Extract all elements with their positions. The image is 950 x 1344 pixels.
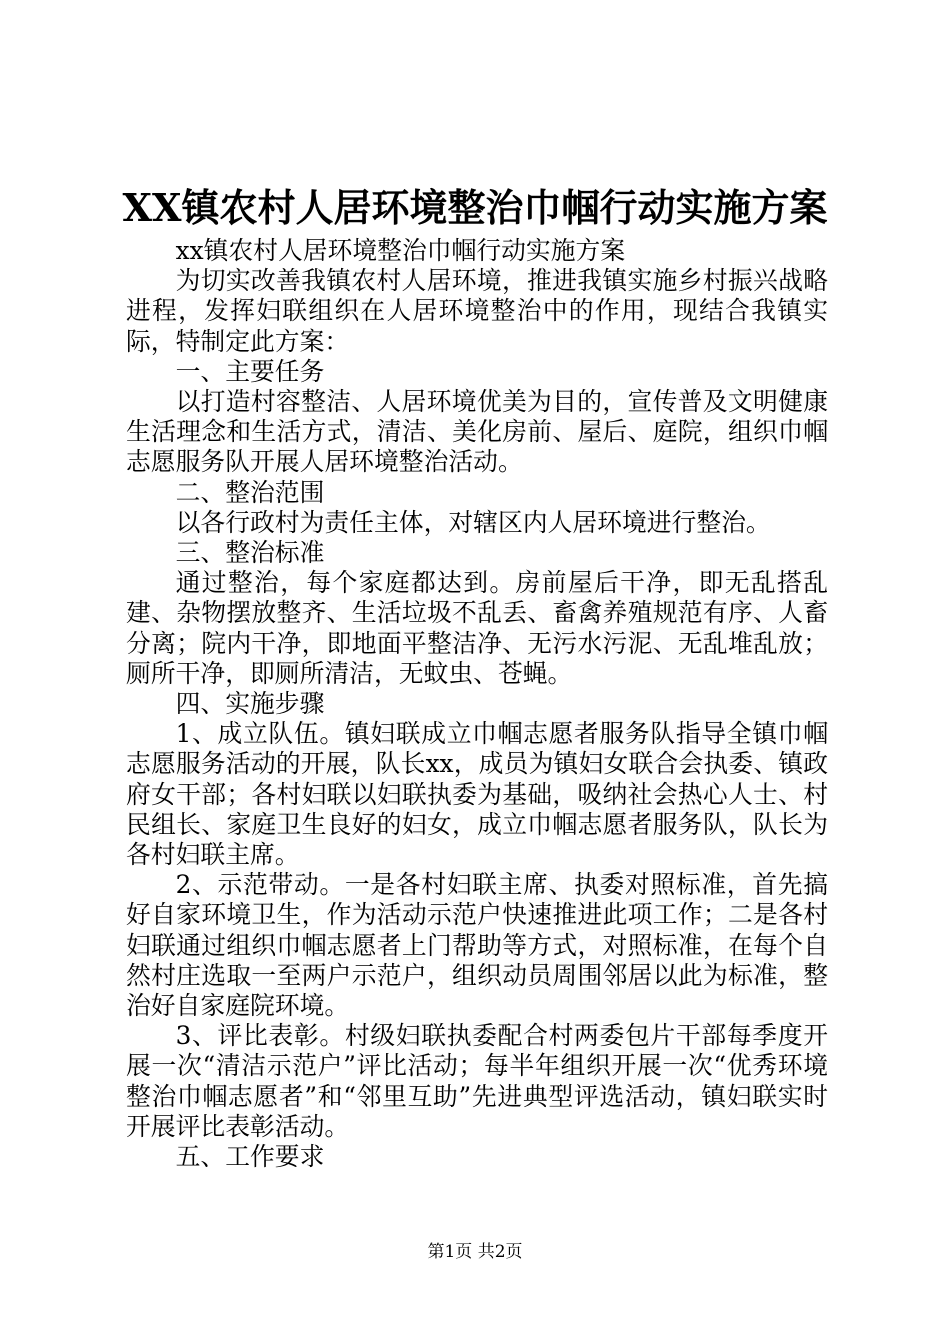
document-body — [126, 236, 828, 1172]
step-2-paragraph: 2、示范带动。一是各村妇联主席、执委对照标准，首先搞好自家环境卫生，作为活动示范户快速推进此项工作；二是各村妇联通过组织巾帼志愿者上门帮助等方式，对照标准，在每个自然村庄选取一至两户示范户，组织动员周围邻居以此为标准，整治好自家庭院环境。 — [126, 870, 828, 1021]
document-title: XX镇农村人居环境整治巾帼行动实施方案 — [122, 185, 828, 230]
step-1-paragraph: 1、成立队伍。镇妇联成立巾帼志愿者服务队指导全镇巾帼志愿服务活动的开展，队长xx，成员为镇妇女联合会执委、镇政府女干部；各村妇联以妇联执委为基础，吸纳社会热心人士、村民组长、家庭卫生良好的妇女，成立巾帼志愿者服务队，队长为各村妇联主席。 — [126, 719, 828, 870]
section-heading-scope: 二、整治范围 — [175, 477, 325, 507]
step-3-paragraph: 3、评比表彰。村级妇联执委配合村两委包片干部每季度开展一次“清洁示范户”评比活动；每半年组织开展一次“优秀环境整治巾帼志愿者”和“邻里互助”先进典型评选活动，镇妇联实时开展评比表彰活动。 — [126, 1021, 828, 1141]
standards-paragraph: 通过整治，每个家庭都达到。房前屋后干净，即无乱搭乱建、杂物摆放整齐、生活垃圾不乱丢、畜禽养殖规范有序、人畜分离；院内干净，即地面平整洁净、无污水污泥、无乱堆乱放；厕所干净，即厕所清洁，无蚊虫、苍蝇。 — [126, 568, 828, 688]
subtitle-paragraph: xx镇农村人居环境整治巾帼行动实施方案 — [175, 236, 626, 265]
tasks-paragraph: 以打造村容整洁、人居环境优美为目的，宣传普及文明健康生活理念和生活方式，清洁、美化房前、屋后、庭院，组织巾帼志愿服务队开展人居环境整治活动。 — [126, 387, 828, 477]
intro-paragraph: 为切实改善我镇农村人居环境，推进我镇实施乡村振兴战略进程，发挥妇联组织在人居环境整治中的作用，现结合我镇实际，特制定此方案： — [126, 266, 828, 356]
section-heading-requirements: 五、工作要求 — [175, 1142, 325, 1172]
scope-paragraph: 以各行政村为责任主体，对辖区内人居环境进行整治。 — [175, 507, 771, 537]
page-number-footer: 第1页 共2页 — [427, 1242, 523, 1262]
section-heading-steps: 四、实施步骤 — [175, 689, 325, 719]
section-heading-standards: 三、整治标准 — [175, 538, 325, 568]
section-heading-tasks: 一、主要任务 — [175, 356, 325, 386]
